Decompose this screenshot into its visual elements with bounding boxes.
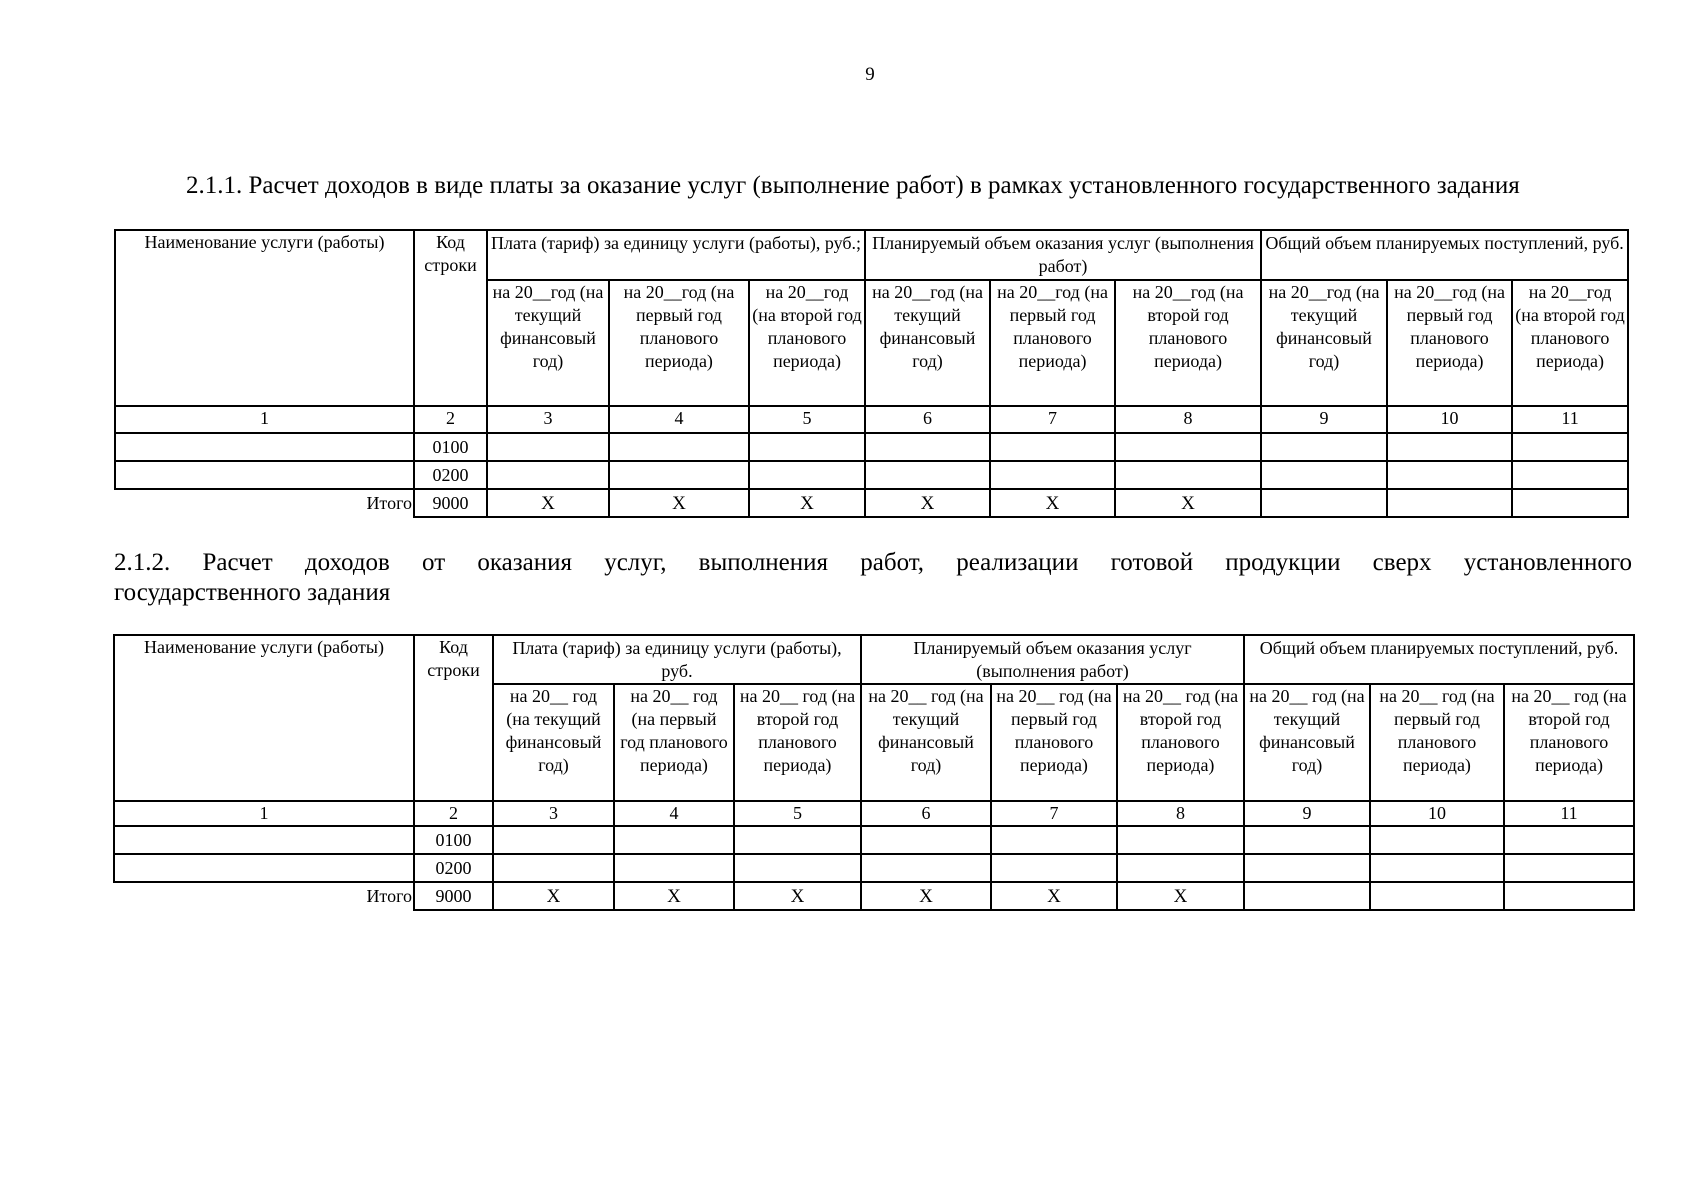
total-label: Итого: [114, 882, 414, 910]
subheader-volume-second: на 20__год (на второй год планового периода): [1115, 280, 1261, 406]
header-service-name: Наименование услуги (работы): [114, 635, 414, 801]
header-planned-volume: Планируемый объем оказания услуг (выполнения работ): [865, 230, 1261, 280]
total-value-cell[interactable]: [1244, 882, 1370, 910]
value-cell[interactable]: [493, 826, 614, 854]
not-applicable-mark: X: [990, 489, 1115, 517]
value-cell[interactable]: [609, 433, 749, 461]
subheader-volume-current: на 20__год (на текущий финансовый год): [865, 280, 990, 406]
value-cell[interactable]: [1261, 433, 1387, 461]
not-applicable-mark: X: [1115, 489, 1261, 517]
column-number-row: [115, 406, 1628, 433]
subheader-tariff-first: на 20__год (на первый год планового периода): [609, 280, 749, 406]
not-applicable-mark: X: [614, 882, 734, 910]
subheader-total-second: на 20__год (на второй год планового периода): [1512, 280, 1628, 406]
value-cell[interactable]: [861, 854, 991, 882]
subheader-volume-second: на 20__ год (на второй год планового периода): [1117, 684, 1244, 801]
total-row: [115, 489, 1628, 517]
value-cell[interactable]: [1512, 433, 1628, 461]
column-number: 2: [414, 406, 487, 433]
column-number: 5: [749, 406, 865, 433]
value-cell[interactable]: [487, 433, 609, 461]
value-cell[interactable]: [865, 461, 990, 489]
value-cell[interactable]: [1115, 461, 1261, 489]
row-code-cell: 0100: [414, 433, 487, 461]
value-cell[interactable]: [609, 461, 749, 489]
value-cell[interactable]: [990, 433, 1115, 461]
not-applicable-mark: X: [991, 882, 1117, 910]
header-total-receipts: Общий объем планируемых поступлений, руб.: [1261, 230, 1628, 280]
value-cell[interactable]: [861, 826, 991, 854]
section-title-line: государственного задания: [114, 579, 391, 606]
value-cell[interactable]: [1261, 461, 1387, 489]
subheader-tariff-first: на 20__ год (на первый год планового периода): [614, 684, 734, 801]
value-cell[interactable]: [1504, 826, 1634, 854]
value-cell[interactable]: [1387, 433, 1512, 461]
header-row-code: Код строки: [414, 230, 487, 406]
column-number: 11: [1512, 406, 1628, 433]
header-tariff: Плата (тариф) за единицу услуги (работы), руб.: [493, 635, 861, 684]
column-number: 5: [734, 801, 861, 826]
column-number: 1: [114, 801, 414, 826]
not-applicable-mark: X: [861, 882, 991, 910]
table-row: [115, 461, 1628, 489]
row-code-cell: 0100: [414, 826, 493, 854]
column-number: 6: [861, 801, 991, 826]
column-number: 8: [1115, 406, 1261, 433]
table-row: [114, 826, 1634, 854]
value-cell[interactable]: [614, 854, 734, 882]
column-number: 8: [1117, 801, 1244, 826]
column-number: 9: [1261, 406, 1387, 433]
value-cell[interactable]: [1117, 854, 1244, 882]
column-number: 10: [1370, 801, 1504, 826]
value-cell[interactable]: [991, 826, 1117, 854]
income-table-over-assignment: [113, 634, 1635, 911]
total-value-cell[interactable]: [1512, 489, 1628, 517]
section-title-line: 2.1.2. Расчет доходов от оказания услуг, выполнения работ, реализации готовой продукции сверх установленного: [114, 549, 1632, 576]
section-title-2-1-1: 2.1.1. Расчет доходов в виде платы за оказание услуг (выполнение работ) в рамках установленного государственного задания: [186, 172, 1520, 199]
value-cell[interactable]: [1244, 854, 1370, 882]
header-service-name: Наименование услуги (работы): [115, 230, 414, 406]
value-cell[interactable]: [734, 854, 861, 882]
total-row-code: 9000: [414, 882, 493, 910]
total-value-cell[interactable]: [1504, 882, 1634, 910]
not-applicable-mark: X: [734, 882, 861, 910]
value-cell[interactable]: [1117, 826, 1244, 854]
subheader-tariff-current: на 20__ год (на текущий финансовый год): [493, 684, 614, 801]
value-cell[interactable]: [734, 826, 861, 854]
service-name-cell[interactable]: [115, 461, 414, 489]
service-name-cell[interactable]: [114, 826, 414, 854]
section-title-2-1-2: [114, 548, 1632, 608]
subheader-tariff-second: на 20__ год (на второй год планового периода): [734, 684, 861, 801]
column-number: 4: [609, 406, 749, 433]
subheader-total-first: на 20__год (на первый год планового периода): [1387, 280, 1512, 406]
column-number: 11: [1504, 801, 1634, 826]
table-row: [115, 433, 1628, 461]
value-cell[interactable]: [493, 854, 614, 882]
header-total-receipts: Общий объем планируемых поступлений, руб.: [1244, 635, 1634, 684]
total-label: Итого: [115, 489, 414, 517]
column-number: 2: [414, 801, 493, 826]
service-name-cell[interactable]: [115, 433, 414, 461]
column-number: 1: [115, 406, 414, 433]
not-applicable-mark: X: [749, 489, 865, 517]
not-applicable-mark: X: [609, 489, 749, 517]
total-row-code: 9000: [414, 489, 487, 517]
column-number: 3: [487, 406, 609, 433]
column-number: 4: [614, 801, 734, 826]
value-cell[interactable]: [1370, 854, 1504, 882]
value-cell[interactable]: [1370, 826, 1504, 854]
header-planned-volume: Планируемый объем оказания услуг (выполнения работ): [861, 635, 1244, 684]
row-code-cell: 0200: [414, 854, 493, 882]
page-number: 9: [865, 64, 875, 85]
column-number-row: [114, 801, 1634, 826]
value-cell[interactable]: [487, 461, 609, 489]
value-cell[interactable]: [749, 433, 865, 461]
column-number: 7: [990, 406, 1115, 433]
column-number: 10: [1387, 406, 1512, 433]
header-tariff: Плата (тариф) за единицу услуги (работы), руб.;: [487, 230, 865, 280]
not-applicable-mark: X: [865, 489, 990, 517]
value-cell[interactable]: [749, 461, 865, 489]
value-cell[interactable]: [991, 854, 1117, 882]
subheader-volume-current: на 20__ год (на текущий финансовый год): [861, 684, 991, 801]
value-cell[interactable]: [990, 461, 1115, 489]
total-value-cell[interactable]: [1370, 882, 1504, 910]
not-applicable-mark: X: [1117, 882, 1244, 910]
not-applicable-mark: X: [487, 489, 609, 517]
value-cell[interactable]: [1387, 461, 1512, 489]
row-code-cell: 0200: [414, 461, 487, 489]
value-cell[interactable]: [865, 433, 990, 461]
total-row: [114, 882, 1634, 910]
subheader-volume-first: на 20__ год (на первый год планового периода): [991, 684, 1117, 801]
subheader-total-current: на 20__год (на текущий финансовый год): [1261, 280, 1387, 406]
service-name-cell[interactable]: [114, 854, 414, 882]
column-number: 9: [1244, 801, 1370, 826]
value-cell[interactable]: [1244, 826, 1370, 854]
value-cell[interactable]: [1115, 433, 1261, 461]
value-cell[interactable]: [1504, 854, 1634, 882]
subheader-total-first: на 20__ год (на первый год планового периода): [1370, 684, 1504, 801]
income-table-state-assignment: [114, 229, 1629, 518]
value-cell[interactable]: [614, 826, 734, 854]
column-number: 3: [493, 801, 614, 826]
total-value-cell[interactable]: [1387, 489, 1512, 517]
subheader-tariff-second: на 20__год (на второй год планового периода): [749, 280, 865, 406]
subheader-tariff-current: на 20__год (на текущий финансовый год): [487, 280, 609, 406]
total-value-cell[interactable]: [1261, 489, 1387, 517]
column-number: 6: [865, 406, 990, 433]
column-number: 7: [991, 801, 1117, 826]
not-applicable-mark: X: [493, 882, 614, 910]
subheader-total-second: на 20__ год (на второй год планового периода): [1504, 684, 1634, 801]
header-row-code: Код строки: [414, 635, 493, 801]
subheader-volume-first: на 20__год (на первый год планового периода): [990, 280, 1115, 406]
table-row: [114, 854, 1634, 882]
value-cell[interactable]: [1512, 461, 1628, 489]
subheader-total-current: на 20__ год (на текущий финансовый год): [1244, 684, 1370, 801]
